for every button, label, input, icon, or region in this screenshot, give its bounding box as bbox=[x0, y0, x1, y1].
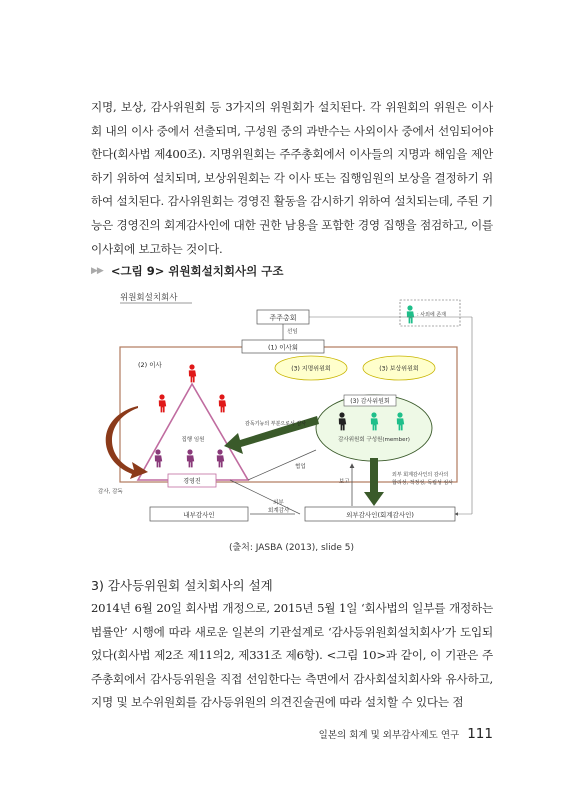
figure-caption: <그림 9> 위원회설치회사의 구조 bbox=[110, 264, 284, 278]
legend-label: : 사외에 존재 bbox=[417, 312, 447, 318]
director-icon bbox=[219, 394, 226, 412]
audit-downward-arrow bbox=[364, 492, 384, 506]
external-auditor-note-2: 합리성, 적정성, 독립성 심사 bbox=[392, 480, 454, 486]
company-label: 위원회설치회사 bbox=[120, 293, 178, 303]
audit-committee-label: (3) 감사위원회 bbox=[350, 398, 390, 405]
running-title: 일본의 회계 및 외부감사제도 연구 bbox=[318, 730, 460, 741]
board-label: (1) 이사회 bbox=[267, 343, 299, 352]
section-heading: 3) 감사등위원회 설치회사의 설계 bbox=[91, 578, 273, 593]
figure-title bbox=[91, 263, 283, 279]
audit-function-label: 감독기능의 부분으로서 감사 bbox=[245, 421, 307, 427]
directors-label: (2) 이사 bbox=[138, 361, 162, 369]
page-footer bbox=[319, 726, 493, 742]
external-auditor-note-1: 외부 회계감사인의 감사의 bbox=[392, 472, 449, 478]
audit-supervision-label: 감사, 감독 bbox=[98, 489, 123, 495]
report-label: 보고 bbox=[339, 479, 350, 485]
elect-label: 선임 bbox=[287, 329, 298, 335]
executive-icon bbox=[155, 449, 162, 467]
compensation-committee-label: (3) 보상위원회 bbox=[379, 365, 419, 373]
executive-officers-label: 집행 임원 bbox=[181, 437, 205, 443]
shareholders-meeting-label: 주주총회 bbox=[269, 314, 297, 322]
external-audit-label-1: 외부 bbox=[273, 500, 284, 506]
bullet-arrow-icon: ▶▶ bbox=[91, 266, 103, 276]
section-paragraph: 2014년 6월 20일 회사법 개정으로, 2015년 5월 1일 ‘회사법의 일부를 개정하는 법률안’ 시행에 따라 새로운 일본의 기관설계로 ‘감사등위원회설치회사’가 도입되었다(회사법 제2조 제11의2, 제331조 제6항). <그림 10>과 같이, 이 기관은 주주총회에서 감사등위원을 직접 선임한다는 측면에서 감사회설치회사와 유사하고, 지명 및 보수위원회를 감사등위원의 의견진술권에 따라 설치할 수 있다는 점 bbox=[91, 601, 493, 710]
figure-source: (출처: JASBA (2013), slide 5) bbox=[228, 543, 355, 553]
page-number: 111 bbox=[467, 726, 493, 742]
audit-supervision-arrow bbox=[106, 406, 148, 479]
management-triangle bbox=[138, 384, 248, 480]
external-audit-label-2: 회계감사 bbox=[268, 508, 290, 514]
director-icon bbox=[189, 364, 196, 382]
cooperation-label: 협업 bbox=[295, 464, 306, 470]
external-auditor-label: 외부감사인(회계감사인) bbox=[346, 511, 414, 519]
nomination-committee-label: (3) 지명위원회 bbox=[291, 365, 331, 373]
management-label: 경영진 bbox=[183, 478, 201, 485]
audit-members-label: 감사위원회 구성원(member) bbox=[338, 437, 410, 443]
executive-icon bbox=[217, 449, 224, 467]
body-paragraph: 지명, 보상, 감사위원회 등 3가지의 위원회가 설치된다. 각 위원회의 위원은 이사회 내의 이사 중에서 선출되며, 구성원 중의 과반수는 사외이사 중에서 선임되어야 한다(회사법 제400조). 지명위원회는 주주총회에서 이사들의 지명과 해임을 제안하기 위하여 설치되며, 보상위원회는 각 이사 또는 집행임원의 보상을 결정하기 위하여 설치된다. 감사위원회는 경영진 활동을 감시하기 위하여 설치되는데, 주된 기능은 경영진의 회계감사인에 대한 권한 남용을 포함한 경영 집행을 점검하고, 이를 이사회에 보고하는 것이다. bbox=[91, 100, 493, 256]
internal-auditor-label: 내부감사인 bbox=[183, 511, 215, 519]
committee-structure-diagram bbox=[90, 288, 490, 533]
director-icon bbox=[159, 394, 166, 412]
executive-icon bbox=[187, 449, 194, 467]
